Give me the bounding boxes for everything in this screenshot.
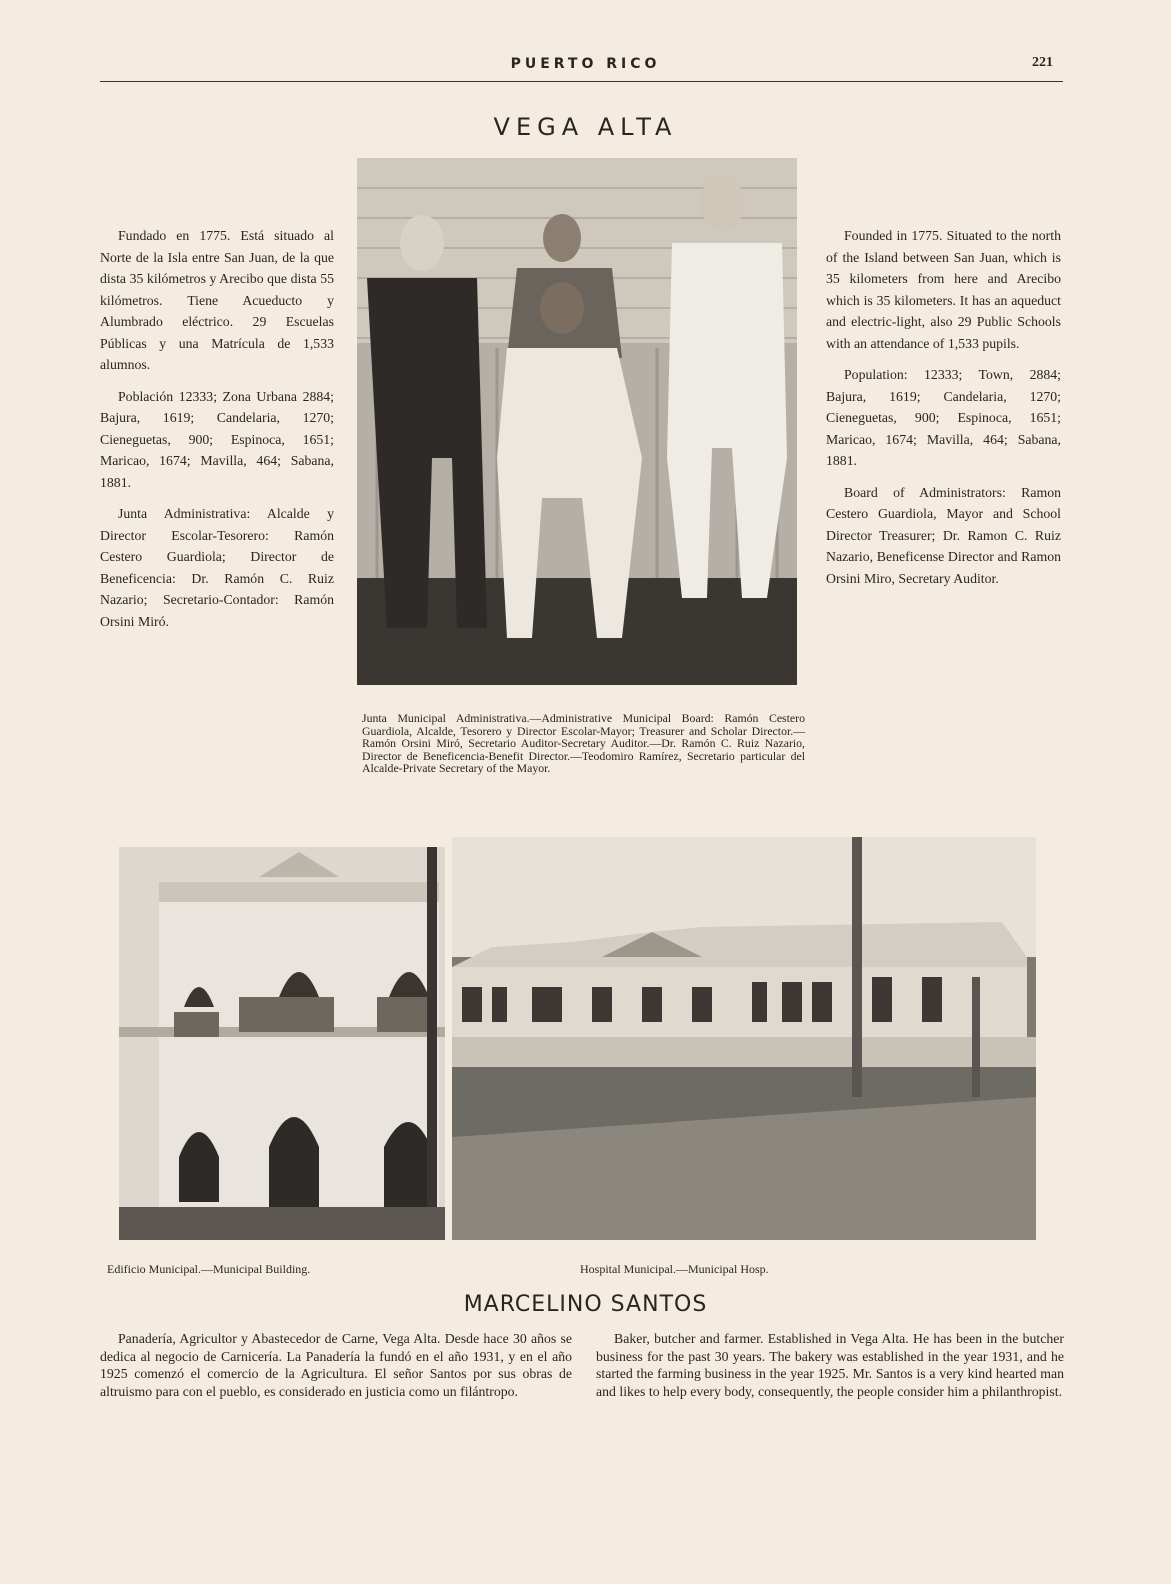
profile-title: MARCELINO SANTOS xyxy=(463,1292,708,1317)
english-paragraph-3: Board of Administrators: Ramon Cestero Guardiola, Mayor and School Director Treasurer; Dr. Ramon C. Ruiz Nazario, Beneficense Director and Ramon Orsini Miro, Secretary Auditor. xyxy=(826,484,1061,586)
group-photo-illustration xyxy=(357,158,797,685)
profile-english-text: Baker, butcher and farmer. Established in Vega Alta. He has been in the butcher business for the past 30 years. The bakery was established in the year 1931, and he started the farming business in the year 1925. Mr. Santos is a very kind hearted man and likes to help every body, consequently, the people consider him a philanthropist. xyxy=(596,1331,1064,1399)
section-title: VEGA ALTA xyxy=(493,113,678,141)
group-photo xyxy=(357,158,797,685)
hospital-caption: Hospital Municipal.—Municipal Hosp. xyxy=(580,1262,769,1276)
hospital-photo xyxy=(452,837,1036,1240)
header-rule xyxy=(100,81,1063,82)
running-title: PUERTO RICO xyxy=(510,56,661,72)
page-number: 221 xyxy=(1032,55,1053,70)
profile-spanish-text: Panadería, Agricultor y Abastecedor de Carne, Vega Alta. Desde hace 30 años se dedica al negocio de Carnicería. La Panadería la fundó en el año 1931, y en el año 1925 comenzó el comercio de la Agricultura. El señor Santos por sus obras de altruismo para con el pueblo, es considerado en justicia como un filántropo. xyxy=(100,1331,572,1399)
profile-english-column xyxy=(596,1330,1064,1400)
municipal-building-illustration xyxy=(119,847,445,1240)
spanish-column xyxy=(100,225,334,642)
english-paragraph-2: Population: 12333; Town, 2884; Bajura, 1619; Candelaria, 1270; Cieneguetas, 900; Espinoca, 1651; Maricao, 1674; Mavilla, 464; Sabana, 1881. xyxy=(826,367,1061,468)
spanish-paragraph-3: Junta Administrativa: Alcalde y Director Escolar-Tesorero: Ramón Cestero Guardiola; Director de Beneficencia: Dr. Ramón C. Ruiz Nazario; Secretario-Contador: Ramón Orsini Miró. xyxy=(100,506,334,629)
group-photo-caption: Junta Municipal Administrativa.—Administrative Municipal Board: Ramón Cestero Guardiola, Alcalde, Tesorero y Director Escolar-Mayor; Treasurer and Scholar Director.—Ramón Orsini Miró, Secretario Auditor-Secretary Auditor.—Dr. Ramón C. Ruiz Nazario, Director de Beneficencia-Benefit Director.—Teodomiro Ramírez, Secretario particular del Alcalde-Private Secretary of the Mayor. xyxy=(362,711,805,775)
english-paragraph-1: Founded in 1775. Situated to the north of the Island between San Juan, which is 35 kilometers from here and Arecibo which is 35 kilometers. It has an aqueduct and electric-light, also 29 Public Schools with an attendance of 1,533 pupils. xyxy=(826,228,1061,351)
profile-spanish-column xyxy=(100,1330,572,1400)
spanish-paragraph-1: Fundado en 1775. Está situado al Norte de la Isla entre San Juan, de la que dista 35 kilómetros y Arecibo que dista 55 kilómetros. Tiene Acueducto y Alumbrado eléctrico. 29 Escuelas Públicas y una Matrícula de 1,533 alumnos. xyxy=(100,228,334,372)
municipal-building-photo xyxy=(119,847,445,1240)
hospital-illustration xyxy=(452,837,1036,1240)
english-column xyxy=(826,225,1061,599)
spanish-paragraph-2: Población 12333; Zona Urbana 2884; Bajura, 1619; Candelaria, 1270; Cieneguetas, 900; Espinoca, 1651; Maricao, 1674; Mavilla, 464; Sabana, 1881. xyxy=(100,388,334,490)
municipal-building-caption: Edificio Municipal.—Municipal Building. xyxy=(107,1262,311,1276)
